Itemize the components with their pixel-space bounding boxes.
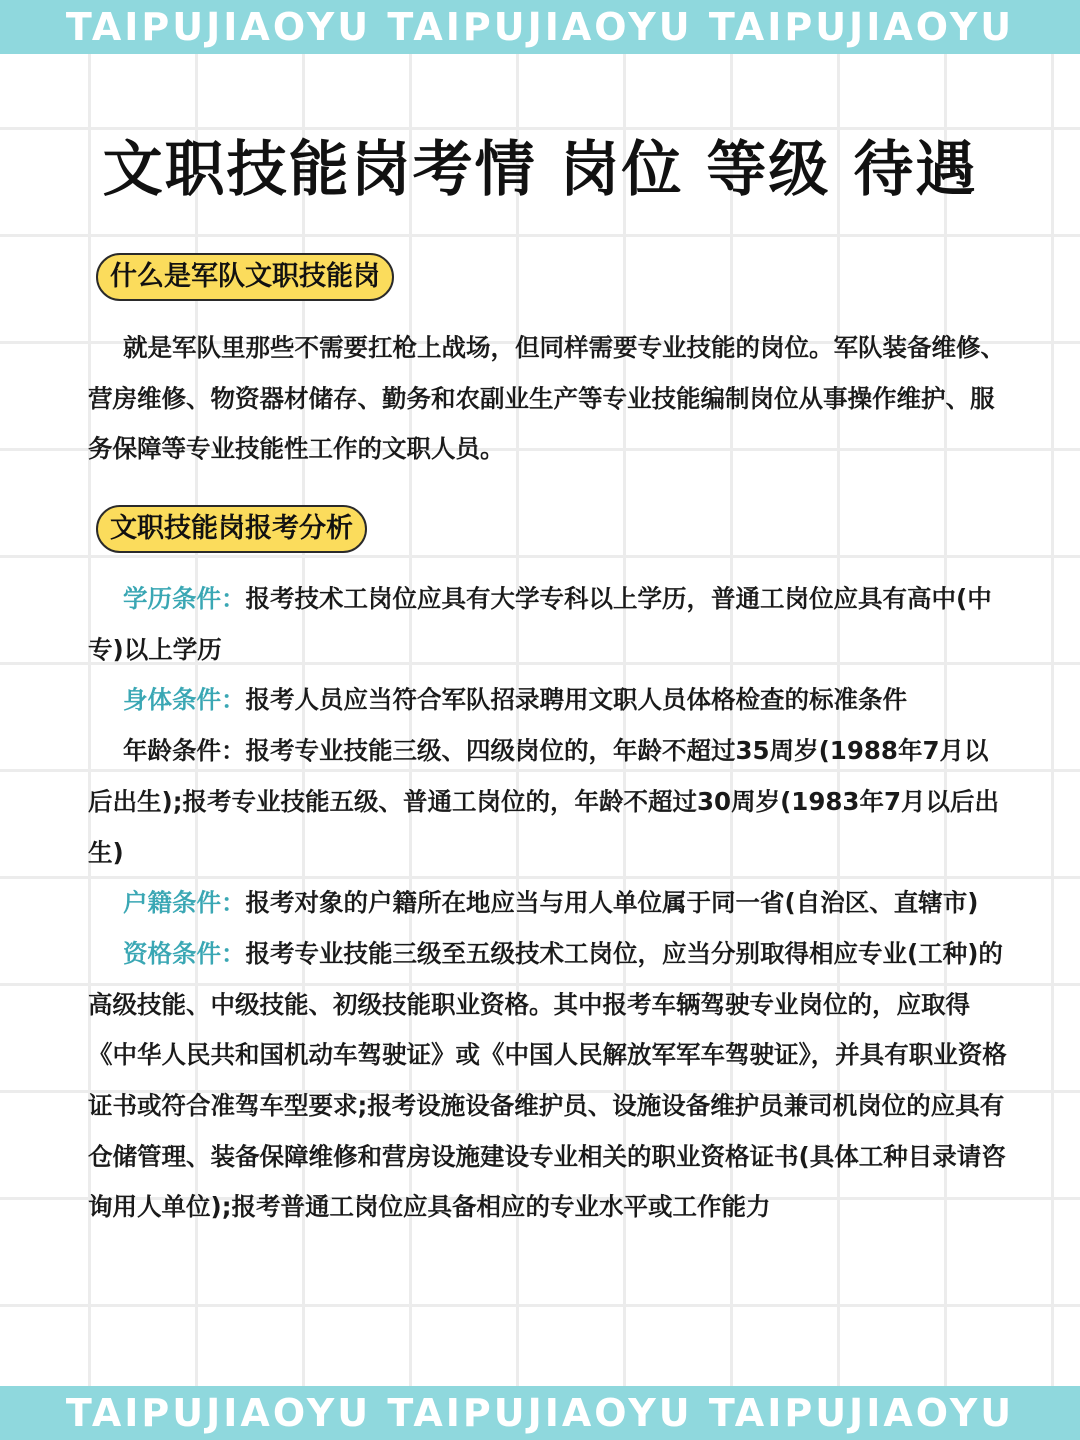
condition-text: 报考对象的户籍所在地应当与用人单位属于同一省(自治区、直辖市)	[245, 888, 979, 918]
condition-text: 报考人员应当符合军队招录聘用文职人员体格检查的标准条件	[245, 685, 907, 715]
section-heading-analysis: 文职技能岗报考分析	[96, 505, 367, 553]
condition-label: 资格条件：	[123, 938, 246, 968]
condition-text: 报考技术工岗位应具有大学专科以上学历，普通工岗位应具有高中(中专)以上学历	[88, 584, 992, 664]
condition-residence	[88, 878, 1010, 929]
condition-text: 报考专业技能三级至五级技术工岗位，应当分别取得相应专业(工种)的高级技能、中级技能、初级技能职业资格。其中报考车辆驾驶专业岗位的，应取得《中华人民共和国机动车驾驶证》或《中国人民解放军军车驾驶证》，并具有职业资格证书或符合准驾车型要求;报考设施设备维护员、设施设备维护员兼司机岗位的应具有仓储管理、装备保障维修和营房设施建设专业相关的职业资格证书(具体工种目录请咨询用人单位);报考普通工岗位应具备相应的专业水平或工作能力	[88, 938, 1007, 1222]
condition-education	[88, 574, 1010, 675]
top-banner: TAIPUJIAOYU TAIPUJIAOYU TAIPUJIAOYU	[0, 0, 1080, 54]
condition-physical	[88, 675, 1010, 726]
bottom-banner: TAIPUJIAOYU TAIPUJIAOYU TAIPUJIAOYU	[0, 1386, 1080, 1440]
condition-qualification	[88, 929, 1010, 1233]
condition-text: 报考专业技能三级、四级岗位的，年龄不超过35周岁(1988年7月以后出生);报考专业技能五级、普通工岗位的，年龄不超过30周岁(1983年7月以后出生)	[88, 736, 1000, 867]
condition-label: 年龄条件：	[123, 736, 246, 766]
analysis-section	[88, 574, 1010, 1233]
section-heading-what-is: 什么是军队文职技能岗	[96, 253, 394, 301]
intro-section	[88, 323, 1010, 475]
condition-label: 户籍条件：	[123, 888, 246, 918]
page-title: 文职技能岗考情 岗位 等级 待遇	[102, 135, 978, 205]
condition-label: 学历条件：	[123, 584, 246, 613]
condition-label: 身体条件：	[123, 685, 246, 715]
intro-paragraph: 就是军队里那些不需要扛枪上战场，但同样需要专业技能的岗位。军队装备维修、营房维修、物资器材储存、勤务和农副业生产等专业技能编制岗位从事操作维护、服务保障等专业技能性工作的文职人员。	[88, 333, 1005, 464]
condition-age	[88, 726, 1010, 878]
